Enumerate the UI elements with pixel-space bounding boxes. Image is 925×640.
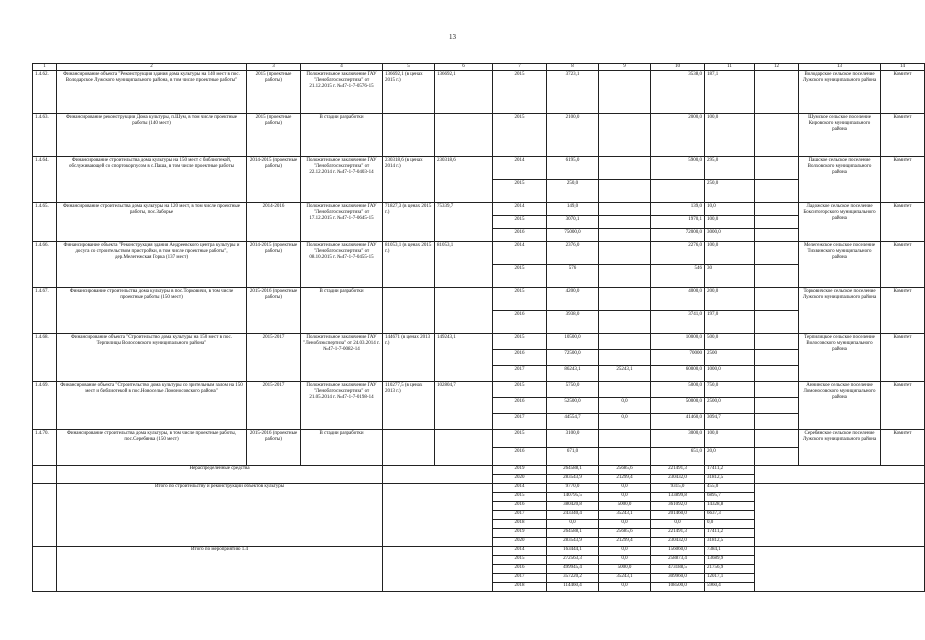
federal-cell: 0,0: [599, 583, 651, 592]
total-cell: 10500,0: [547, 334, 599, 350]
item-period: 2015-2016 (проектные работы): [247, 288, 301, 334]
total-cell: 149,0: [547, 203, 599, 216]
item-cost: 81053,1 (в ценах 2015 г.): [383, 242, 435, 288]
item-municipality: Шумское сельское поселение Кировского муниципального района: [799, 114, 881, 157]
local-cell: 6895,7: [705, 493, 755, 502]
regional-cell: 201460,0: [651, 511, 705, 520]
federal-cell: [599, 311, 651, 334]
federal-cell: [599, 288, 651, 311]
federal-cell: [599, 216, 651, 229]
total-cell: 264588,1: [547, 529, 599, 538]
table-row: [33, 382, 925, 398]
local-cell: 2500,0: [705, 398, 755, 414]
item-name: Финансирование объекта "Реконструкция здания дома культуры на 140 мест в пос. Володарское Лужского муниципального района, в том числе проектные работы": [57, 71, 247, 114]
regional-cell: 0,0: [651, 520, 705, 529]
total-cell: 6195,0: [547, 157, 599, 180]
summary-spacer: [755, 547, 925, 592]
local-cell: 500,0: [705, 334, 755, 350]
year-cell: 2015: [493, 71, 547, 114]
federal-cell: 0,0: [599, 556, 651, 565]
other-cell: [755, 203, 799, 216]
total-cell: 283543,9: [547, 538, 599, 547]
item-executor: Комитет: [881, 157, 925, 203]
local-cell: 12017,1: [705, 574, 755, 583]
column-header: 5: [383, 64, 435, 71]
item-remaining: [435, 114, 493, 157]
year-cell: 2019: [493, 466, 547, 475]
federal-cell: [599, 382, 651, 398]
item-remaining: 75339,7: [435, 203, 493, 242]
item-cost: [383, 114, 435, 157]
item-name: Финансирование строительства дома культуры, в том числе проектные работы, пос.Серебянка (150 мест): [57, 430, 247, 466]
item-executor: Комитет: [881, 114, 925, 157]
column-header: 14: [881, 64, 925, 71]
item-period: 2014-2016: [247, 203, 301, 242]
column-header: 3: [247, 64, 301, 71]
federal-cell: [599, 203, 651, 216]
summary-label: Итого по строительству и реконструкции объектов культуры: [57, 484, 383, 547]
total-cell: 4200,0: [547, 288, 599, 311]
item-executor: Комитет: [881, 203, 925, 242]
column-header: 10: [651, 64, 705, 71]
item-municipality: Аннинское сельское поселение Ломоносовского муниципального района: [799, 382, 881, 430]
other-cell: [755, 114, 799, 157]
regional-cell: 1970,1: [651, 216, 705, 229]
year-cell: 2015: [493, 114, 547, 157]
table-row: [33, 157, 925, 180]
other-cell: [755, 430, 799, 448]
local-cell: 14328,8: [705, 502, 755, 511]
regional-cell: 108500,0: [651, 583, 705, 592]
year-cell: 2015: [493, 334, 547, 350]
year-cell: 2016: [493, 398, 547, 414]
federal-cell: [599, 265, 651, 288]
total-cell: 0,0: [547, 520, 599, 529]
item-cost: 110277,5 (в ценах 2013 г.): [383, 382, 435, 430]
regional-cell: 473188,5: [651, 565, 705, 574]
local-cell: 5960,4: [705, 583, 755, 592]
regional-cell: 5900,0: [651, 157, 705, 180]
total-cell: 671,0: [547, 448, 599, 466]
local-cell: 197,0: [705, 311, 755, 334]
item-number: 1.4.68.: [33, 334, 57, 382]
item-number: 1.4.66.: [33, 242, 57, 288]
item-municipality: Пашское сельское поселение Волховского муниципального района: [799, 157, 881, 203]
table-row: [33, 203, 925, 216]
local-cell: 100,0: [705, 242, 755, 265]
year-cell: 2020: [493, 538, 547, 547]
local-cell: 1000,0: [705, 366, 755, 382]
summary-spacer: [383, 547, 493, 592]
year-cell: 2015: [493, 288, 547, 311]
item-expertise: В стадии разработки: [301, 430, 383, 466]
year-cell: 2015: [493, 180, 547, 203]
total-cell: 163444,1: [547, 547, 599, 556]
year-cell: 2020: [493, 475, 547, 484]
other-cell: [755, 366, 799, 382]
item-remaining: 81053,1: [435, 242, 493, 288]
federal-cell: 0,0: [599, 520, 651, 529]
summary-spacer: [383, 484, 493, 547]
item-remaining: 149243,1: [435, 334, 493, 382]
federal-cell: 25243,1: [599, 366, 651, 382]
total-cell: 140795,5: [547, 493, 599, 502]
table-row: [33, 288, 925, 311]
other-cell: [755, 350, 799, 366]
regional-cell: 4000,0: [651, 288, 705, 311]
other-cell: [755, 157, 799, 180]
column-header: 1: [33, 64, 57, 71]
item-expertise: Положительное заключение ГАУ "Леноблгосэкспертиза" от 17.12.2015 г. №47-1-7-0645-15: [301, 203, 383, 242]
item-period: 2015 (проектные работы): [247, 114, 301, 157]
item-expertise: В стадии разработки: [301, 114, 383, 157]
regional-cell: 139,0: [651, 203, 705, 216]
local-cell: 100,0: [705, 114, 755, 157]
item-executor: Комитет: [881, 242, 925, 288]
item-cost: 144671 (в ценах 2013 г.): [383, 334, 435, 382]
year-cell: 2015: [493, 265, 547, 288]
item-executor: Комитет: [881, 288, 925, 334]
year-cell: 2014: [493, 484, 547, 493]
federal-cell: 0,0: [599, 493, 651, 502]
total-cell: 272563,3: [547, 556, 599, 565]
regional-cell: 70000: [651, 350, 705, 366]
year-cell: 2017: [493, 414, 547, 430]
local-cell: 30: [705, 265, 755, 288]
item-period: 2014-2015 (проектные работы): [247, 242, 301, 288]
local-cell: 100,0: [705, 430, 755, 448]
year-cell: 2017: [493, 511, 547, 520]
item-cost: [383, 430, 435, 466]
item-expertise: Положительное заключение ГАУ "Леноблэкспертиза" от 24.03.2014 г. №47-1-7-0082-14: [301, 334, 383, 382]
local-cell: 750,0: [705, 382, 755, 398]
regional-cell: 230432,0: [651, 475, 705, 484]
total-cell: 243340,4: [547, 511, 599, 520]
regional-cell: 156060,0: [651, 547, 705, 556]
regional-cell: 230432,0: [651, 538, 705, 547]
year-cell: 2019: [493, 529, 547, 538]
column-header: 6: [435, 64, 493, 71]
table-row: [33, 430, 925, 448]
item-municipality: Серебянское сельское поселение Лужского муниципального района: [799, 430, 881, 466]
year-cell: 2016: [493, 502, 547, 511]
year-cell: 2018: [493, 520, 547, 529]
item-number: 1.4.63.: [33, 114, 57, 157]
item-cost: 230318,6 (в ценах 2014 г.): [383, 157, 435, 203]
year-cell: 2016: [493, 448, 547, 466]
year-cell: 2016: [493, 311, 547, 334]
local-cell: 6637,3: [705, 511, 755, 520]
local-cell: 455,0: [705, 484, 755, 493]
federal-cell: [599, 334, 651, 350]
column-header: 2: [57, 64, 247, 71]
item-name: Финансирование строительства дома культуры на 120 мест, в том числе проектные работы, пос.Заборье: [57, 203, 247, 242]
item-remaining: 136692,1: [435, 71, 493, 114]
federal-cell: 35243,1: [599, 574, 651, 583]
item-name: Финансирование объекта "Строительство дома культуры на 150 мест в пос. Терпилицы Волосовского муниципального района": [57, 334, 247, 382]
item-period: 2015-2016 (проектные работы): [247, 430, 301, 466]
federal-cell: 5000,0: [599, 502, 651, 511]
item-period: 2015-2017: [247, 334, 301, 382]
total-cell: 75000,0: [547, 229, 599, 242]
total-cell: 44554,7: [547, 414, 599, 430]
table-row: [33, 71, 925, 114]
other-cell: [755, 229, 799, 242]
total-cell: 2376,0: [547, 242, 599, 265]
item-number: 1.4.64.: [33, 157, 57, 203]
item-expertise: Положительное заключение ГАУ "Леноблгосэкспертиза" от 22.12.2014 г. №47-1-7-0403-14: [301, 157, 383, 203]
item-municipality: Мелегежское сельское поселение Тихвинского муниципального района: [799, 242, 881, 288]
total-cell: 86243,1: [547, 366, 599, 382]
column-header: 7: [493, 64, 547, 71]
item-executor: Комитет: [881, 430, 925, 466]
total-cell: 357220,2: [547, 574, 599, 583]
other-cell: [755, 242, 799, 265]
total-cell: 2100,0: [547, 114, 599, 157]
item-expertise: В стадии разработки: [301, 288, 383, 334]
year-cell: 2015: [493, 556, 547, 565]
year-cell: 2016: [493, 565, 547, 574]
federal-cell: [599, 448, 651, 466]
local-cell: 10,0: [705, 203, 755, 216]
other-cell: [755, 448, 799, 466]
item-expertise: Положительное заключение ГАУ "Леноблгосэкспертиза" от 21.05.2014 г. №47-1-7-0198-14: [301, 382, 383, 430]
total-cell: 114460,4: [547, 583, 599, 592]
item-name: Финансирование реконструкции Дома культуры, п.Шум, в том числе проектные работы (140 мест): [57, 114, 247, 157]
federal-cell: [599, 71, 651, 114]
local-cell: 13689,9: [705, 556, 755, 565]
total-cell: 72500,0: [547, 350, 599, 366]
total-cell: 3070,1: [547, 216, 599, 229]
item-number: 1.4.62.: [33, 71, 57, 114]
column-header: 9: [599, 64, 651, 71]
federal-cell: 0,0: [599, 484, 651, 493]
regional-cell: 221491,3: [651, 466, 705, 475]
total-cell: 5750,0: [547, 382, 599, 398]
local-cell: 20,0: [705, 448, 755, 466]
local-cell: 187,1: [705, 71, 755, 114]
federal-cell: 35243,1: [599, 511, 651, 520]
regional-cell: 133899,8: [651, 493, 705, 502]
other-cell: [755, 382, 799, 398]
year-cell: 2014: [493, 157, 547, 180]
summary-row: [33, 466, 925, 475]
item-executor: Комитет: [881, 382, 925, 430]
regional-cell: 3000,0: [651, 430, 705, 448]
column-header: 8: [547, 64, 599, 71]
local-cell: 17411,2: [705, 529, 755, 538]
other-cell: [755, 216, 799, 229]
item-number: 1.4.67.: [33, 288, 57, 334]
regional-cell: 41460,0: [651, 414, 705, 430]
total-cell: 3723,1: [547, 71, 599, 114]
summary-spacer: [33, 466, 57, 484]
regional-cell: 309960,0: [651, 574, 705, 583]
item-municipality: Ладожское сельское поселение Бокситогорского муниципального района: [799, 203, 881, 242]
item-number: 1.4.69.: [33, 382, 57, 430]
item-period: 2014-2015 (проектные работы): [247, 157, 301, 203]
regional-cell: 60000,0: [651, 366, 705, 382]
summary-spacer: [755, 484, 925, 547]
federal-cell: 0,0: [599, 414, 651, 430]
column-header: 4: [301, 64, 383, 71]
regional-cell: 2000,0: [651, 114, 705, 157]
regional-cell: 2276,0: [651, 242, 705, 265]
regional-cell: 651,0: [651, 448, 705, 466]
table-row: [33, 334, 925, 350]
regional-cell: 72000,0: [651, 229, 705, 242]
regional-cell: 546: [651, 265, 705, 288]
federal-cell: 25685,6: [599, 466, 651, 475]
federal-cell: 0,0: [599, 398, 651, 414]
local-cell: 250,0: [705, 180, 755, 203]
column-header: 12: [755, 64, 799, 71]
summary-label: Нераспределенные средства: [57, 466, 383, 484]
federal-cell: 5000,0: [599, 565, 651, 574]
item-number: 1.4.65.: [33, 203, 57, 242]
summary-label: Итого по мероприятию 1.4: [57, 547, 383, 592]
item-name: Финансирование строительства дома культуры на 150 мест с библиотекой, обслуживающей со спортокорпусом в с.Паша, в том числе проектные работы: [57, 157, 247, 203]
federal-cell: [599, 242, 651, 265]
other-cell: [755, 414, 799, 430]
year-cell: 2017: [493, 574, 547, 583]
local-cell: 3094,7: [705, 414, 755, 430]
page-number: 13: [449, 33, 456, 41]
item-expertise: Положительное заключение ГАУ "Леноблгосэкспертиза" от 21.12.2015 г. №47-1-7-0576-15: [301, 71, 383, 114]
regional-cell: 50000,0: [651, 398, 705, 414]
total-cell: 250,0: [547, 180, 599, 203]
other-cell: [755, 311, 799, 334]
federal-cell: [599, 430, 651, 448]
federal-cell: 0,0: [599, 547, 651, 556]
total-cell: 264588,1: [547, 466, 599, 475]
regional-cell: 3538,0: [651, 71, 705, 114]
summary-spacer: [755, 466, 925, 484]
federal-cell: [599, 229, 651, 242]
year-cell: 2015: [493, 430, 547, 448]
item-expertise: Положительное заключение ГАУ "Леноблгосэкспертиза" от 08.10.2015 г. №47-1-7-0455-15: [301, 242, 383, 288]
local-cell: 100,0: [705, 216, 755, 229]
year-cell: 2018: [493, 583, 547, 592]
column-header: 11: [705, 64, 755, 71]
local-cell: 21756,9: [705, 565, 755, 574]
total-cell: 3100,0: [547, 430, 599, 448]
federal-cell: [599, 180, 651, 203]
program-table: [32, 63, 925, 592]
total-cell: 3938,0: [547, 311, 599, 334]
item-remaining: 102804,7: [435, 382, 493, 430]
summary-spacer: [33, 547, 57, 592]
table-row: [33, 242, 925, 265]
local-cell: 295,0: [705, 157, 755, 180]
local-cell: 31812,5: [705, 475, 755, 484]
year-cell: 2015: [493, 493, 547, 502]
total-cell: 9770,0: [547, 484, 599, 493]
table-row: [33, 114, 925, 157]
regional-cell: 258873,4: [651, 556, 705, 565]
summary-spacer: [383, 466, 493, 484]
item-period: 2015 (проектные работы): [247, 71, 301, 114]
local-cell: 31812,5: [705, 538, 755, 547]
total-cell: 499945,4: [547, 565, 599, 574]
item-number: 1.4.70.: [33, 430, 57, 466]
summary-row: [33, 484, 925, 493]
year-cell: 2017: [493, 366, 547, 382]
item-executor: Комитет: [881, 71, 925, 114]
item-cost: 136692,1 (в ценах 2015 г.): [383, 71, 435, 114]
item-municipality: Терпилицкое сельское поселение Волосовского муниципального района: [799, 334, 881, 382]
total-cell: 52500,0: [547, 398, 599, 414]
total-cell: 576: [547, 265, 599, 288]
year-cell: 2015: [493, 382, 547, 398]
item-name: Финансирование объекта "Строительство дома культуры со зрительным залом на 150 мест и библиотекой в пос.Новоселье Ломоносовского района": [57, 382, 247, 430]
year-cell: 2015: [493, 216, 547, 229]
total-cell: 283543,9: [547, 475, 599, 484]
year-cell: 2014: [493, 242, 547, 265]
year-cell: 2016: [493, 229, 547, 242]
other-cell: [755, 265, 799, 288]
federal-cell: [599, 114, 651, 157]
item-executor: Комитет: [881, 334, 925, 382]
federal-cell: [599, 157, 651, 180]
other-cell: [755, 71, 799, 114]
local-cell: 200,0: [705, 288, 755, 311]
local-cell: 2500: [705, 350, 755, 366]
item-cost: [383, 288, 435, 334]
column-header: 13: [799, 64, 881, 71]
item-name: Финансирование объекта "Реконструкция здания Андреевского центра культуры и досуга со строительством пристройки, в том числе проектные работы", дер.Мелегежская Горка (137 мест): [57, 242, 247, 288]
year-cell: 2016: [493, 350, 547, 366]
total-cell: 380420,8: [547, 502, 599, 511]
item-name: Финансирование строительства дома культуры в пос.Торковичи, в том числе проектные работы (150 мест): [57, 288, 247, 334]
item-municipality: Володарское сельское поселение Лужского муниципального района: [799, 71, 881, 114]
local-cell: 17411,2: [705, 466, 755, 475]
summary-row: [33, 547, 925, 556]
federal-cell: 21299,4: [599, 538, 651, 547]
other-cell: [755, 180, 799, 203]
regional-cell: [651, 180, 705, 203]
regional-cell: 3741,0: [651, 311, 705, 334]
item-remaining: [435, 288, 493, 334]
regional-cell: 9315,0: [651, 484, 705, 493]
federal-cell: 21299,4: [599, 475, 651, 484]
summary-spacer: [33, 484, 57, 547]
regional-cell: 5000,0: [651, 382, 705, 398]
item-period: 2015-2017: [247, 382, 301, 430]
local-cell: 7384,1: [705, 547, 755, 556]
header-row: [33, 64, 925, 71]
item-remaining: 230318,6: [435, 157, 493, 203]
other-cell: [755, 288, 799, 311]
regional-cell: 221491,3: [651, 529, 705, 538]
item-municipality: Торковичское сельское поселение Лужского муниципального района: [799, 288, 881, 334]
regional-cell: 361092,0: [651, 502, 705, 511]
regional-cell: 10000,0: [651, 334, 705, 350]
other-cell: [755, 398, 799, 414]
year-cell: 2014: [493, 547, 547, 556]
item-remaining: [435, 430, 493, 466]
local-cell: 3000,0: [705, 229, 755, 242]
other-cell: [755, 334, 799, 350]
local-cell: 0,0: [705, 520, 755, 529]
federal-cell: 25685,6: [599, 529, 651, 538]
item-cost: 71827,3 (в ценах 2015 г.): [383, 203, 435, 242]
year-cell: 2014: [493, 203, 547, 216]
federal-cell: [599, 350, 651, 366]
